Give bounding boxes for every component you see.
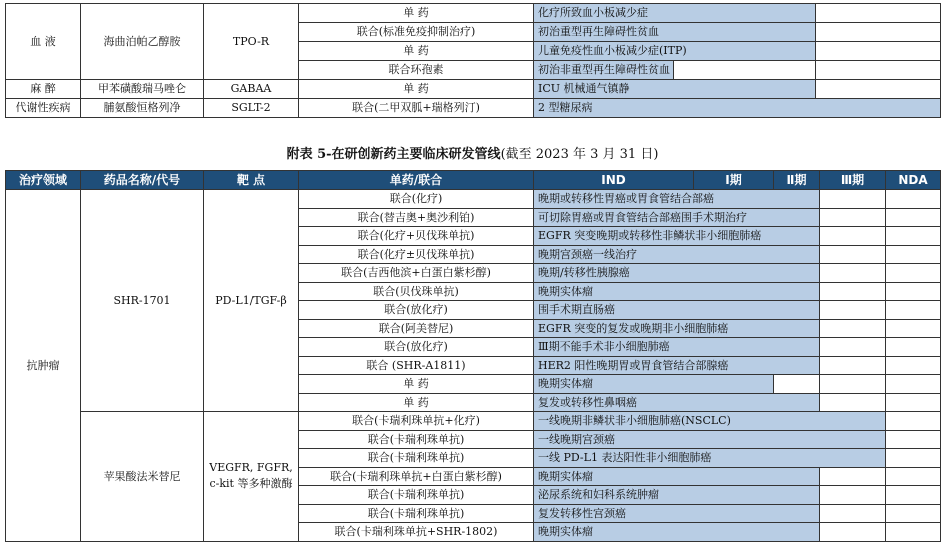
regimen-cell: 单 药: [299, 80, 534, 99]
indication-cell: 一线晚期非鳞状非小细胞肺癌(NSCLC): [534, 412, 886, 431]
empty-stage-cell: [674, 61, 816, 80]
empty-stage-cell: [774, 375, 820, 394]
empty-stage-cell: [820, 523, 886, 542]
indication-cell: EGFR 突变的复发或晚期非小细胞肺癌: [534, 319, 820, 338]
indication-cell: 初治重型再生障碍性贫血: [534, 23, 816, 42]
header-phase3: Ⅲ期: [820, 171, 886, 190]
empty-stage-cell: [820, 301, 886, 320]
empty-stage-cell: [886, 375, 941, 394]
indication-cell: HER2 阳性晚期胃或胃食管结合部腺癌: [534, 356, 820, 375]
target-cell: PD-L1/TGF-β: [204, 190, 299, 412]
empty-stage-cell: [820, 264, 886, 283]
empty-stage-cell: [816, 23, 941, 42]
indication-cell: 晚期实体瘤: [534, 523, 820, 542]
indication-cell: 儿童免疫性血小板减少症(ITP): [534, 42, 816, 61]
table-row: [6, 412, 941, 431]
empty-stage-cell: [886, 190, 941, 209]
regimen-cell: 单 药: [299, 42, 534, 61]
header-phase2: Ⅱ期: [774, 171, 820, 190]
indication-cell: 一线晚期宫颈癌: [534, 430, 886, 449]
regimen-cell: 联合(化疗±贝伐珠单抗): [299, 245, 534, 264]
indication-cell: ICU 机械通气镇静: [534, 80, 816, 99]
regimen-cell: 联合(化疗+贝伐珠单抗): [299, 227, 534, 246]
indication-cell: 晚期/转移性胰腺癌: [534, 264, 820, 283]
target-cell: SGLT-2: [204, 99, 299, 118]
area-cell: 麻 醉: [6, 80, 81, 99]
empty-stage-cell: [820, 504, 886, 523]
empty-stage-cell: [886, 430, 941, 449]
header-target: 靶 点: [204, 171, 299, 190]
indication-cell: 复发或转移性鼻咽癌: [534, 393, 820, 412]
empty-stage-cell: [886, 393, 941, 412]
therapy-area-cell: 抗肿瘤: [6, 190, 81, 542]
empty-stage-cell: [886, 356, 941, 375]
empty-stage-cell: [886, 319, 941, 338]
header-drug: 药品名称/代号: [81, 171, 204, 190]
empty-stage-cell: [820, 486, 886, 505]
empty-stage-cell: [886, 504, 941, 523]
empty-stage-cell: [886, 208, 941, 227]
regimen-cell: 联合(放化疗): [299, 338, 534, 357]
empty-stage-cell: [820, 245, 886, 264]
regimen-cell: 联合 (SHR-A1811): [299, 356, 534, 375]
empty-stage-cell: [820, 375, 886, 394]
empty-stage-cell: [820, 282, 886, 301]
empty-stage-cell: [886, 301, 941, 320]
empty-stage-cell: [820, 356, 886, 375]
header-area: 治疗领域: [6, 171, 81, 190]
empty-stage-cell: [820, 319, 886, 338]
indication-cell: Ⅲ期不能手术非小细胞肺癌: [534, 338, 820, 357]
table-row: [6, 4, 941, 23]
indication-cell: 围手术期直肠癌: [534, 301, 820, 320]
indication-cell: 2 型糖尿病: [534, 99, 941, 118]
regimen-cell: 单 药: [299, 375, 534, 394]
area-cell: 代谢性疾病: [6, 99, 81, 118]
regimen-cell: 单 药: [299, 393, 534, 412]
drug-name-cell: 甲苯磺酸瑞马唑仑: [81, 80, 204, 99]
indication-cell: 化疗所致血小板减少症: [534, 4, 816, 23]
regimen-cell: 联合(贝伐珠单抗): [299, 282, 534, 301]
regimen-cell: 联合(标准免疫抑制治疗): [299, 23, 534, 42]
empty-stage-cell: [820, 227, 886, 246]
regimen-cell: 联合(卡瑞利珠单抗): [299, 486, 534, 505]
regimen-cell: 联合(化疗): [299, 190, 534, 209]
table-row: [6, 99, 941, 118]
empty-stage-cell: [886, 245, 941, 264]
indication-cell: 晚期实体瘤: [534, 467, 820, 486]
indication-cell: 晚期实体瘤: [534, 282, 820, 301]
indication-cell: 晚期或转移性胃癌或胃食管结合部癌: [534, 190, 820, 209]
drug-name-cell: 苹果酸法米替尼: [81, 412, 204, 542]
regimen-cell: 联合(阿美替尼): [299, 319, 534, 338]
empty-stage-cell: [886, 264, 941, 283]
empty-stage-cell: [816, 4, 941, 23]
drug-name-cell: SHR-1701: [81, 190, 204, 412]
indication-cell: 泌尿系统和妇科系统肿瘤: [534, 486, 820, 505]
header-row: [6, 171, 941, 190]
empty-stage-cell: [816, 61, 941, 80]
empty-stage-cell: [886, 523, 941, 542]
indication-cell: 晚期实体瘤: [534, 375, 774, 394]
indication-cell: 复发转移性宫颈癌: [534, 504, 820, 523]
regimen-cell: 联合环孢素: [299, 61, 534, 80]
empty-stage-cell: [886, 282, 941, 301]
indication-cell: 晚期宫颈癌一线治疗: [534, 245, 820, 264]
empty-stage-cell: [886, 227, 941, 246]
empty-stage-cell: [820, 190, 886, 209]
empty-stage-cell: [886, 412, 941, 431]
empty-stage-cell: [820, 393, 886, 412]
empty-stage-cell: [886, 486, 941, 505]
regimen-cell: 联合(卡瑞利珠单抗+化疗): [299, 412, 534, 431]
regimen-cell: 联合(替吉奥+奥沙利铂): [299, 208, 534, 227]
empty-stage-cell: [820, 338, 886, 357]
regimen-cell: 联合(卡瑞利珠单抗): [299, 504, 534, 523]
regimen-cell: 单 药: [299, 4, 534, 23]
table-row: [6, 80, 941, 99]
indication-cell: 一线 PD-L1 表达阳性非小细胞肺癌: [534, 449, 886, 468]
empty-stage-cell: [816, 42, 941, 61]
regimen-cell: 联合(放化疗): [299, 301, 534, 320]
regimen-cell: 联合(二甲双胍+瑞格列汀): [299, 99, 534, 118]
empty-stage-cell: [886, 449, 941, 468]
regimen-cell: 联合(吉西他滨+白蛋白紫杉醇): [299, 264, 534, 283]
header-ind: IND: [534, 171, 694, 190]
drug-name-cell: 海曲泊帕乙醇胺: [81, 4, 204, 80]
indication-cell: 可切除胃癌或胃食管结合部癌围手术期治疗: [534, 208, 820, 227]
indication-cell: EGFR 突变晚期或转移性非鳞状非小细胞肺癌: [534, 227, 820, 246]
table-caption: [0, 145, 945, 165]
empty-stage-cell: [886, 467, 941, 486]
header-regimen: 单药/联合: [299, 171, 534, 190]
empty-stage-cell: [820, 467, 886, 486]
regimen-cell: 联合(卡瑞利珠单抗): [299, 449, 534, 468]
regimen-cell: 联合(卡瑞利珠单抗): [299, 430, 534, 449]
regimen-cell: 联合(卡瑞利珠单抗+SHR-1802): [299, 523, 534, 542]
header-phase1: Ⅰ期: [694, 171, 774, 190]
empty-stage-cell: [886, 338, 941, 357]
target-cell: GABAA: [204, 80, 299, 99]
target-cell: TPO-R: [204, 4, 299, 80]
drug-name-cell: 脯氨酸恒格列净: [81, 99, 204, 118]
empty-stage-cell: [816, 80, 941, 99]
empty-stage-cell: [820, 208, 886, 227]
table-row: [6, 190, 941, 209]
area-cell: 血 液: [6, 4, 81, 80]
header-nda: NDA: [886, 171, 941, 190]
top-pipeline-table: [5, 3, 941, 118]
regimen-cell: 联合(卡瑞利珠单抗+白蛋白紫杉醇): [299, 467, 534, 486]
target-cell: VEGFR, FGFR, c-kit 等多种激酶: [204, 412, 299, 542]
caption-note: (截至 2023 年 3 月 31 日): [500, 147, 659, 162]
pipeline-table: [5, 170, 941, 542]
indication-cell: 初治非重型再生障碍性贫血: [534, 61, 674, 80]
caption-title: 附表 5-在研创新药主要临床研发管线: [286, 147, 501, 162]
